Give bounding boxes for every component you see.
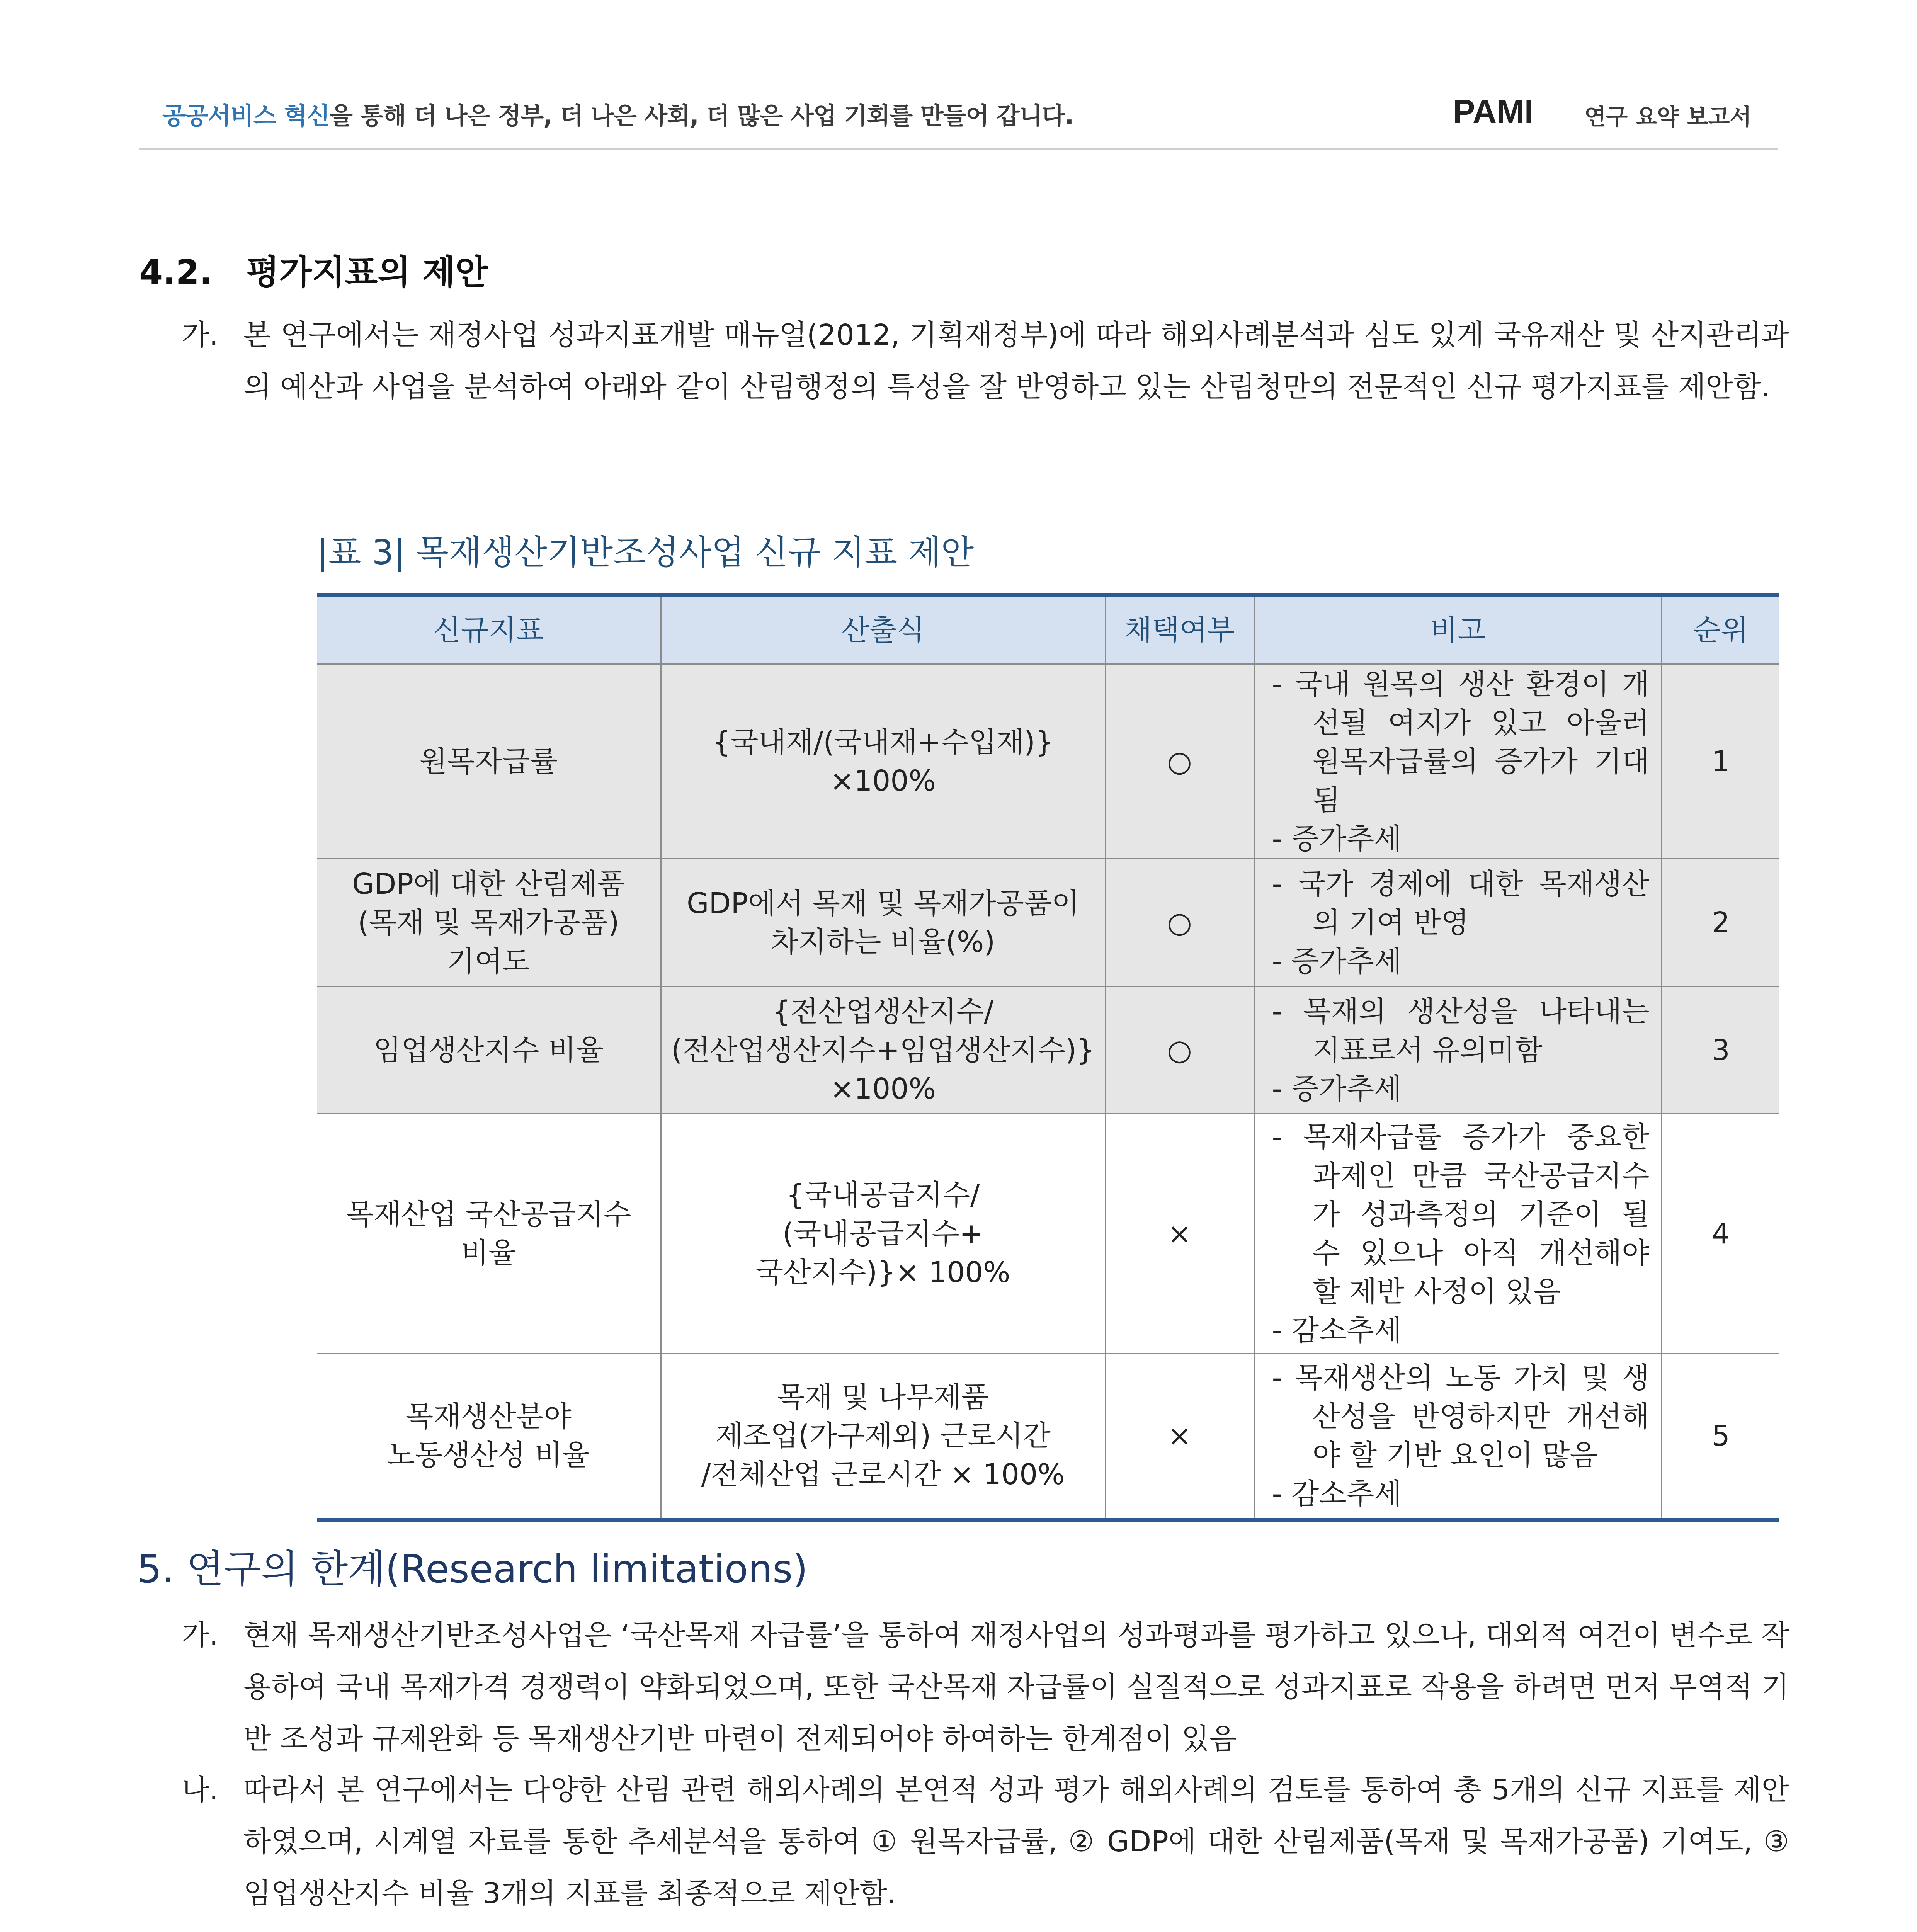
- table-caption: |표 3| 목재생산기반조성사업 신규 지표 제안: [317, 532, 974, 572]
- cell-indicator: 목재산업 국산공급지수 비율: [317, 1114, 661, 1354]
- cell-notes: [1254, 1354, 1662, 1520]
- cell-notes: [1254, 859, 1662, 986]
- section-5-item-na: [182, 1764, 1789, 1919]
- section-4-2-item: [182, 309, 1789, 413]
- cell-rank: 2: [1662, 859, 1779, 986]
- table-row: [317, 986, 1779, 1114]
- note-item: - 목재의 생산성을 나타내는 지표로서 유의미함: [1272, 995, 1650, 1067]
- list-marker: 나.: [182, 1773, 219, 1806]
- header-tagline-highlight: 공공서비스 혁신: [162, 102, 330, 130]
- cell-adopted: ○: [1105, 986, 1254, 1114]
- table-row: [317, 1114, 1779, 1354]
- cell-indicator: 임업생산지수 비율: [317, 986, 661, 1114]
- paragraph-text: 따라서 본 연구에서는 다양한 산림 관련 해외사례의 본연적 성과 평가 해외사례의 검토를 통하여 총 5개의 신규 지표를 제안하였으며, 시계열 자료를 통한 추세분석을 통하여 ① 원목자급률, ② GDP에 대한 산림제품(목재 및 목재가공품) 기여도, ③ 임업생산지수 비율 3개의 지표를 최종적으로 제안함.: [243, 1773, 1789, 1910]
- cell-adopted: ○: [1105, 664, 1254, 859]
- section-4-2-heading: 4.2. 평가지표의 제안: [139, 252, 488, 292]
- cell-notes: [1254, 664, 1662, 859]
- cell-rank: 5: [1662, 1354, 1779, 1520]
- note-item: - 감소추세: [1272, 1313, 1402, 1347]
- note-item: - 증가추세: [1272, 944, 1402, 978]
- note-item: - 감소추세: [1272, 1477, 1402, 1510]
- header-divider: [139, 148, 1778, 150]
- col-header-rank: 순위: [1662, 595, 1779, 664]
- note-item: - 증가추세: [1272, 822, 1402, 855]
- cell-formula: {국내재/(국내재+수입재)} ×100%: [661, 664, 1105, 859]
- cell-rank: 3: [1662, 986, 1779, 1114]
- note-item: - 목재자급률 증가가 중요한 과제인 만큼 국산공급지수가 성과측정의 기준이 될 수 있으나 아직 개선해야 할 제반 사정이 있음: [1272, 1120, 1650, 1308]
- paragraph-text: 본 연구에서는 재정사업 성과지표개발 매뉴얼(2012, 기획재정부)에 따라 해외사례분석과 심도 있게 국유재산 및 산지관리과의 예산과 사업을 분석하여 아래와 같이 산림행정의 특성을 잘 반영하고 있는 산림청만의 전문적인 신규 평가지표를 제안함.: [243, 318, 1789, 403]
- cell-formula: GDP에서 목재 및 목재가공품이 차지하는 비율(%): [661, 859, 1105, 986]
- note-item: - 증가추세: [1272, 1072, 1402, 1105]
- header-brand: PAMI: [1453, 93, 1534, 130]
- cell-indicator: 원목자급률: [317, 664, 661, 859]
- table-row: [317, 1354, 1779, 1520]
- header-tagline: [162, 97, 1073, 131]
- note-item: - 국가 경제에 대한 목재생산의 기여 반영: [1272, 867, 1650, 939]
- section-5-item-ga: [182, 1609, 1789, 1765]
- note-item: - 목재생산의 노동 가치 및 생산성을 반영하지만 개선해야 할 기반 요인이 많음: [1272, 1361, 1650, 1472]
- cell-adopted: ×: [1105, 1114, 1254, 1354]
- table-row: [317, 664, 1779, 859]
- col-header-adopted: 채택여부: [1105, 595, 1254, 664]
- note-item: - 국내 원목의 생산 환경이 개선될 여지가 있고 아울러 원목자급률의 증가가 기대 됨: [1272, 668, 1650, 817]
- cell-indicator: GDP에 대한 산림제품 (목재 및 목재가공품) 기여도: [317, 859, 661, 986]
- cell-notes: [1254, 1114, 1662, 1354]
- cell-notes: [1254, 986, 1662, 1114]
- cell-indicator: 목재생산분야 노동생산성 비율: [317, 1354, 661, 1520]
- cell-rank: 1: [1662, 664, 1779, 859]
- header-report-label: 연구 요약 보고서: [1584, 104, 1752, 130]
- header-tagline-rest: 을 통해 더 나은 정부, 더 나은 사회, 더 많은 사업 기회를 만들어 갑니다.: [329, 102, 1074, 130]
- cell-adopted: ×: [1105, 1354, 1254, 1520]
- col-header-indicator: 신규지표: [317, 595, 661, 664]
- col-header-formula: 산출식: [661, 595, 1105, 664]
- cell-formula: {국내공급지수/ (국내공급지수+ 국산지수)}× 100%: [661, 1114, 1105, 1354]
- section-5-heading: 5. 연구의 한계(Research limitations): [137, 1546, 808, 1592]
- list-marker: 가.: [182, 1619, 219, 1652]
- cell-rank: 4: [1662, 1114, 1779, 1354]
- paragraph-text: 현재 목재생산기반조성사업은 ‘국산목재 자급률’을 통하여 재정사업의 성과평과를 평가하고 있으나, 대외적 여건이 변수로 작용하여 국내 목재가격 경쟁력이 약화되었으며, 또한 국산목재 자급률이 실질적으로 성과지표로 작용을 하려면 먼저 무역적 기반 조성과 규제완화 등 목재생산기반 마련이 전제되어야 하여하는 한계점이 있음: [243, 1619, 1789, 1755]
- col-header-notes: 비고: [1254, 595, 1662, 664]
- list-marker: 가.: [182, 318, 219, 352]
- cell-adopted: ○: [1105, 859, 1254, 986]
- cell-formula: 목재 및 나무제품 제조업(가구제외) 근로시간 /전체산업 근로시간 × 100%: [661, 1354, 1105, 1520]
- table-row: [317, 859, 1779, 986]
- indicator-table: [317, 593, 1779, 1522]
- cell-formula: {전산업생산지수/ (전산업생산지수+임업생산지수)} ×100%: [661, 986, 1105, 1114]
- table-header-row: [317, 595, 1779, 664]
